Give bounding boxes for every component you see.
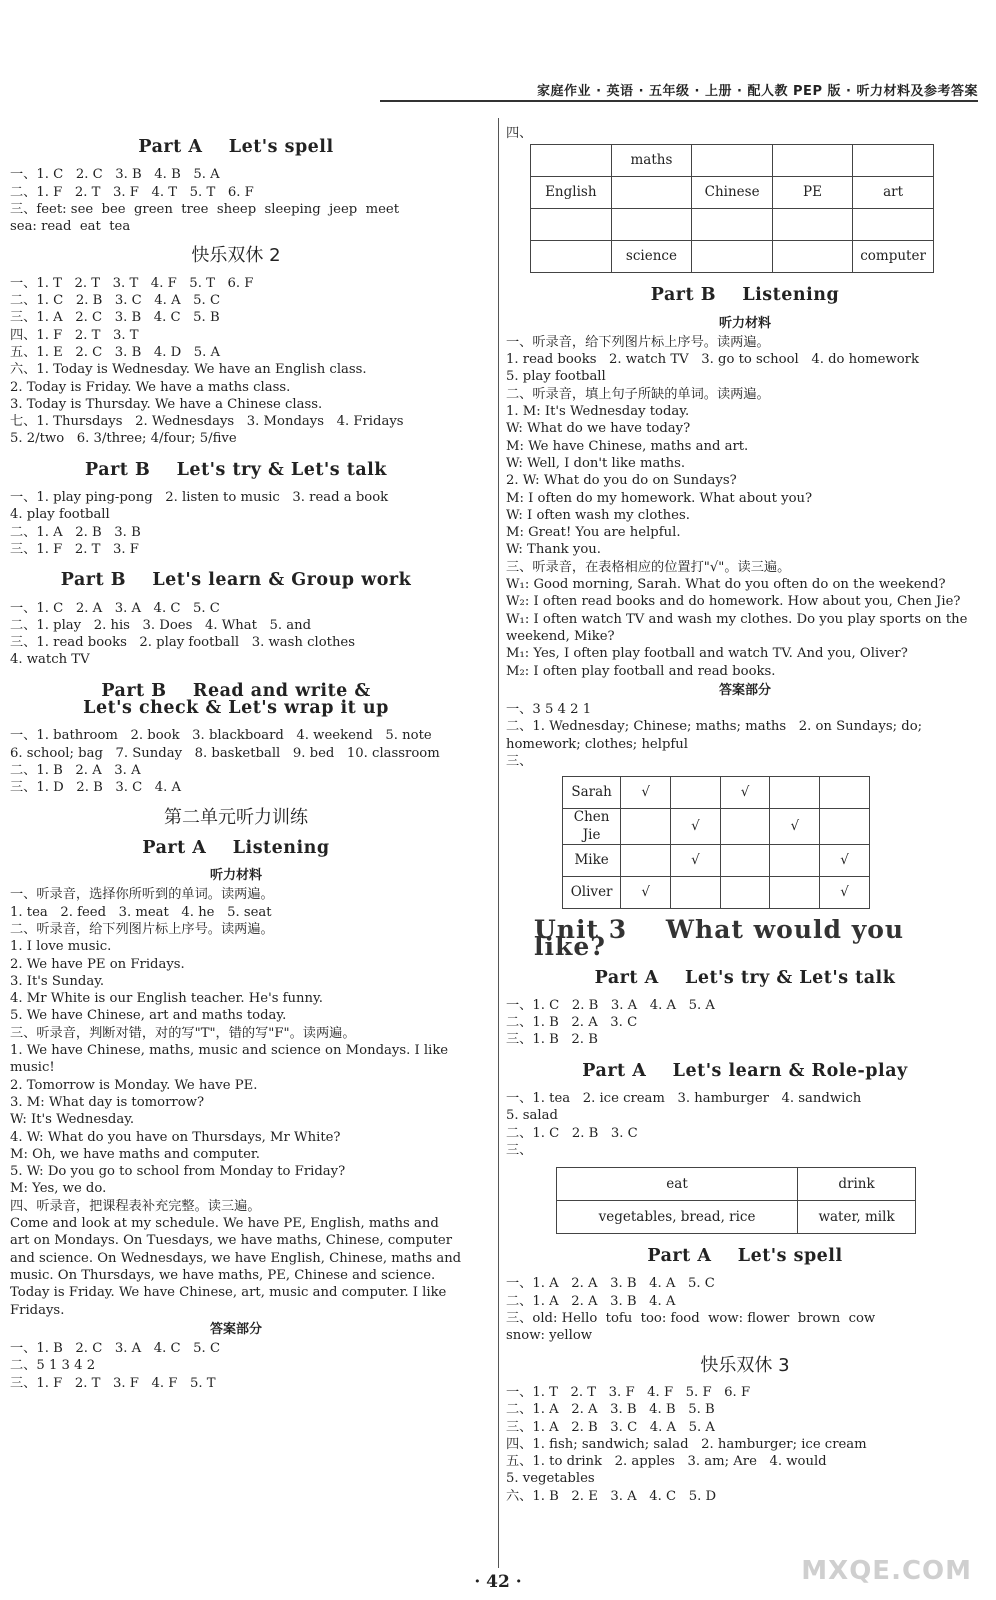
- text-line: 一、1. T 2. T 3. F 4. F 5. F 6. F: [506, 1384, 751, 1400]
- subheading: 答案部分: [718, 682, 771, 698]
- section-heading: Part A Let's spell: [647, 1246, 843, 1267]
- table-cell: [671, 876, 721, 908]
- schedule-table: [530, 144, 934, 273]
- text-line: 三、1. read books 2. play football 3. wash clothes: [10, 635, 356, 651]
- text-line: M: I often do my homework. What about you?: [506, 490, 813, 506]
- text-line: 4. play football: [10, 507, 110, 523]
- text-line: W: I often wash my clothes.: [506, 507, 690, 523]
- section-heading: Part A Listening: [142, 837, 330, 858]
- text-line: 一、1. C 2. A 3. A 4. C 5. C: [10, 600, 220, 616]
- table-cell: [531, 145, 612, 177]
- text-line: 三、听录音，在表格相应的位置打"√"。读三遍。: [506, 559, 791, 575]
- table-cell: PE: [772, 177, 852, 209]
- right-bottom-block: [506, 1248, 984, 1505]
- text-line: W: What do we have today?: [506, 421, 691, 437]
- table-row: [563, 876, 870, 908]
- text-line: W₂: I often read books and do homework. How about you, Chen Jie?: [506, 594, 961, 610]
- table-cell: [692, 241, 773, 273]
- subheading: 听力材料: [718, 315, 771, 331]
- text-line: 一、1. A 2. A 3. B 4. A 5. C: [506, 1276, 715, 1292]
- page-header: 家庭作业 · 英语 · 五年级 · 上册 · 配人教 PEP 版 · 听力材料及参考答案: [537, 84, 978, 99]
- text-line: 一、1. T 2. T 3. T 4. F 5. T 6. F: [10, 275, 254, 291]
- table-row: [557, 1201, 916, 1234]
- text-line: 二、5 1 3 4 2: [10, 1358, 96, 1374]
- text-line: 3. Today is Thursday. We have a Chinese class.: [10, 396, 323, 412]
- right-unit3-block: [506, 914, 984, 1159]
- table-row: [563, 777, 870, 809]
- text-line: 三、1. F 2. T 3. F: [10, 541, 139, 557]
- text-line: 二、1. A 2. A 3. B 4. B 5. B: [506, 1402, 715, 1418]
- text-line: 二、听录音，给下列图片标上序号。读两遍。: [10, 921, 274, 937]
- table-row: [531, 177, 934, 209]
- text-line: 1. I love music.: [10, 939, 112, 955]
- text-line: snow: yellow: [506, 1328, 593, 1344]
- table-cell: √: [671, 844, 721, 876]
- text-line: 二、听录音，填上句子所缺的单词。读两遍。: [506, 386, 770, 402]
- table-row: [531, 209, 934, 241]
- text-line: 六、1. B 2. E 3. A 4. C 5. D: [506, 1488, 717, 1504]
- table-cell: [770, 844, 820, 876]
- text-line: M: Yes, we do.: [10, 1181, 107, 1197]
- table-cell: √: [820, 876, 870, 908]
- table-cell: [692, 209, 773, 241]
- table-cell: art: [853, 177, 934, 209]
- text-line: 二、1. Wednesday; Chinese; maths; maths 2. on Sundays; do; homework; clothes; helpful: [506, 719, 927, 752]
- text-line: 4. watch TV: [10, 652, 90, 668]
- text-line: 1. M: It's Wednesday today.: [506, 404, 690, 420]
- table-cell: [720, 844, 770, 876]
- text-line: M: We have Chinese, maths and art.: [506, 438, 749, 454]
- table-cell: vegetables, bread, rice: [557, 1201, 798, 1234]
- table-cell: [692, 145, 773, 177]
- text-line: 四、听录音，把课程表补充完整。读三遍。: [10, 1198, 261, 1214]
- text-line: W₁: Good morning, Sarah. What do you often do on the weekend?: [506, 577, 946, 593]
- text-line: 三、old: Hello tofu too: food wow: flower brown cow: [506, 1311, 876, 1327]
- text-line: 一、1. C 2. C 3. B 4. B 5. A: [10, 167, 220, 183]
- text-line: 5. play football: [506, 369, 606, 385]
- table-cell: computer: [853, 241, 934, 273]
- text-line: 5. vegetables: [506, 1471, 595, 1487]
- text-line: 三、: [506, 754, 533, 770]
- table-row: [563, 844, 870, 876]
- text-line: 2. Tomorrow is Monday. We have PE.: [10, 1077, 258, 1093]
- section-heading: Part A Let's try & Let's talk: [594, 967, 896, 988]
- table-cell: [720, 809, 770, 845]
- table-row: [557, 1168, 916, 1201]
- section-heading: Part A Let's spell: [138, 137, 334, 157]
- text-line: 四、1. F 2. T 3. T: [10, 327, 139, 343]
- table-cell: [621, 844, 671, 876]
- text-line: W: It's Wednesday.: [10, 1112, 135, 1128]
- subheading: 答案部分: [209, 1321, 262, 1337]
- table-cell: √: [671, 809, 721, 845]
- text-line: 一、听录音，给下列图片标上序号。读两遍。: [506, 334, 770, 350]
- table-cell: [720, 876, 770, 908]
- table-cell: [621, 809, 671, 845]
- text-line: 二、1. A 2. B 3. B: [10, 524, 141, 540]
- header-rule: [380, 100, 978, 102]
- table-cell: √: [820, 844, 870, 876]
- text-line: 二、1. F 2. T 3. F 4. T 5. T 6. F: [10, 184, 254, 200]
- table-cell: [820, 777, 870, 809]
- text-line: 二、1. C 2. B 3. C: [506, 1125, 638, 1141]
- unit-title: Unit 3 What would you like?: [534, 914, 914, 962]
- left-column: [10, 125, 466, 1392]
- text-line: 一、1. B 2. C 3. A 4. C 5. C: [10, 1341, 221, 1357]
- watermark: MXQE.COM: [801, 1556, 972, 1586]
- column-divider: [498, 118, 499, 1568]
- text-line: 四、1. fish; sandwich; salad 2. hamburger; ice cream: [506, 1436, 867, 1452]
- text-line: 二、1. A 2. A 3. B 4. A: [506, 1293, 676, 1309]
- text-line: 一、听录音，选择你所听到的单词。读两遍。: [10, 887, 274, 903]
- table-cell: Mike: [563, 844, 621, 876]
- table-row: [531, 145, 934, 177]
- text-line: 1. tea 2. feed 3. meat 4. he 5. seat: [10, 904, 272, 920]
- text-line: 三、1. A 2. B 3. C 4. A 5. A: [506, 1419, 715, 1435]
- table-cell: √: [770, 809, 820, 845]
- table-cell: [853, 145, 934, 177]
- text-line: 一、1. bathroom 2. book 3. blackboard 4. weekend 5. note: [10, 728, 432, 744]
- text-line: M: Oh, we have maths and computer.: [10, 1146, 260, 1162]
- text-line: 5. salad: [506, 1108, 558, 1124]
- text-line: 三、1. B 2. B: [506, 1032, 598, 1048]
- text-line: 二、1. play 2. his 3. Does 4. What 5. and: [10, 617, 312, 633]
- table-cell: Chinese: [692, 177, 773, 209]
- text-line: 二、1. B 2. A 3. A: [10, 762, 141, 778]
- text-line: 三、1. D 2. B 3. C 4. A: [10, 780, 182, 796]
- text-line: M: Great! You are helpful.: [506, 525, 681, 541]
- table-cell: √: [720, 777, 770, 809]
- table-cell: [611, 177, 692, 209]
- table-cell: English: [531, 177, 612, 209]
- table-cell: eat: [557, 1168, 798, 1201]
- table-cell: maths: [611, 145, 692, 177]
- right-top-block: [506, 125, 984, 142]
- table-cell: water, milk: [798, 1201, 916, 1234]
- section-heading-cn: 第二单元听力训练: [164, 806, 308, 828]
- text-line: 一、1. C 2. B 3. A 4. A 5. A: [506, 997, 715, 1013]
- table-cell: [770, 876, 820, 908]
- right-mid-block: [506, 287, 984, 770]
- table-cell: Chen Jie: [563, 809, 621, 845]
- table-row: [531, 241, 934, 273]
- text-line: 三、听录音，判断对错，对的写"T"，错的写"F"。读两遍。: [10, 1025, 356, 1041]
- text-line: 一、3 5 4 2 1: [506, 702, 592, 718]
- text-line: 1. We have Chinese, maths, music and science on Mondays. I like music!: [10, 1043, 453, 1076]
- text-line: 一、1. play ping-pong 2. listen to music 3. read a book: [10, 490, 389, 506]
- text-line: 5. 2/two 6. 3/three; 4/four; 5/five: [10, 431, 237, 447]
- text-line: 5. We have Chinese, art and maths today.: [10, 1008, 287, 1024]
- text-line: 6. school; bag 7. Sunday 8. basketball 9. bed 10. classroom: [10, 745, 440, 761]
- table-cell: Sarah: [563, 777, 621, 809]
- table-row: [563, 809, 870, 845]
- text-line: 五、1. to drink 2. apples 3. am; Are 4. would: [506, 1454, 827, 1470]
- food-table: [556, 1167, 916, 1234]
- table-cell: [671, 777, 721, 809]
- section-heading: Part B Let's try & Let's talk: [85, 459, 387, 480]
- text-line: 3. M: What day is tomorrow?: [10, 1094, 205, 1110]
- text-line: 2. W: What do you do on Sundays?: [506, 473, 737, 489]
- section-heading: Part B Listening: [650, 285, 840, 306]
- table-cell: √: [621, 777, 671, 809]
- page-number: · 42 ·: [474, 1572, 522, 1592]
- table-cell: [820, 809, 870, 845]
- text-line: W₁: I often watch TV and wash my clothes. Do you play sports on the weekend, Mike?: [506, 611, 972, 644]
- text-line: W: Well, I don't like maths.: [506, 455, 686, 471]
- text-line: 三、feet: see bee green tree sheep sleeping jeep meet: [10, 201, 400, 217]
- text-line: 五、1. E 2. C 3. B 4. D 5. A: [10, 344, 221, 360]
- table-cell: √: [621, 876, 671, 908]
- text-line: 1. read books 2. watch TV 3. go to school 4. do homework: [506, 352, 919, 368]
- text-line: 六、1. Today is Wednesday. We have an English class.: [10, 362, 367, 378]
- text-line: 一、1. tea 2. ice cream 3. hamburger 4. sandwich: [506, 1090, 862, 1106]
- text-line: 四、: [506, 126, 533, 141]
- section-heading: Part B Read and write & Let's check & Let's wrap it up: [83, 680, 389, 719]
- table-cell: [531, 209, 612, 241]
- text-line: 2. We have PE on Fridays.: [10, 956, 185, 972]
- table-cell: [772, 145, 852, 177]
- text-line: 二、1. B 2. A 3. C: [506, 1015, 638, 1031]
- section-heading: Part A Let's learn & Role-play: [582, 1060, 908, 1081]
- table-cell: [770, 777, 820, 809]
- text-line: 三、1. F 2. T 3. F 4. F 5. T: [10, 1375, 216, 1391]
- check-table: [562, 776, 870, 909]
- table-cell: [611, 209, 692, 241]
- text-line: W: Thank you.: [506, 542, 601, 558]
- text-line: 2. Today is Friday. We have a maths class.: [10, 379, 291, 395]
- text-line: 4. W: What do you have on Thursdays, Mr White?: [10, 1129, 341, 1145]
- table-cell: [772, 241, 852, 273]
- text-line: 七、1. Thursdays 2. Wednesdays 3. Mondays 4. Fridays: [10, 414, 404, 430]
- table-cell: Oliver: [563, 876, 621, 908]
- section-heading-cn: 快乐双休 2: [191, 245, 281, 267]
- text-line: 二、1. C 2. B 3. C 4. A 5. C: [10, 293, 221, 309]
- text-line: 4. Mr White is our English teacher. He's funny.: [10, 991, 323, 1007]
- table-cell: [853, 209, 934, 241]
- section-heading-cn: 快乐双休 3: [700, 1354, 790, 1376]
- table-cell: science: [611, 241, 692, 273]
- text-line: M₁: Yes, I often play football and watch TV. And you, Oliver?: [506, 646, 908, 662]
- table-cell: drink: [798, 1168, 916, 1201]
- text-line: 三、1. A 2. C 3. B 4. C 5. B: [10, 310, 220, 326]
- right-column: [506, 125, 984, 1505]
- table-cell: [531, 241, 612, 273]
- table-cell: [772, 209, 852, 241]
- text-line: 3. It's Sunday.: [10, 973, 105, 989]
- subheading: 听力材料: [209, 868, 262, 884]
- section-heading: Part B Let's learn & Group work: [60, 570, 412, 591]
- text-line: 三、: [506, 1142, 533, 1158]
- text-line: 5. W: Do you go to school from Monday to Friday?: [10, 1164, 346, 1180]
- text-line: sea: read eat tea: [10, 219, 131, 235]
- text-line: M₂: I often play football and read books.: [506, 663, 776, 679]
- text-line: Come and look at my schedule. We have PE, English, maths and art on Mondays. On Tuesdays, we have maths, Chinese, computer and science. On Wednesdays, we have English, Chinese, maths and music. On Thursdays, we have maths, PE, Chinese and science. Today is Friday. We have Chinese, art, music and computer. I like Fridays.: [10, 1216, 466, 1318]
